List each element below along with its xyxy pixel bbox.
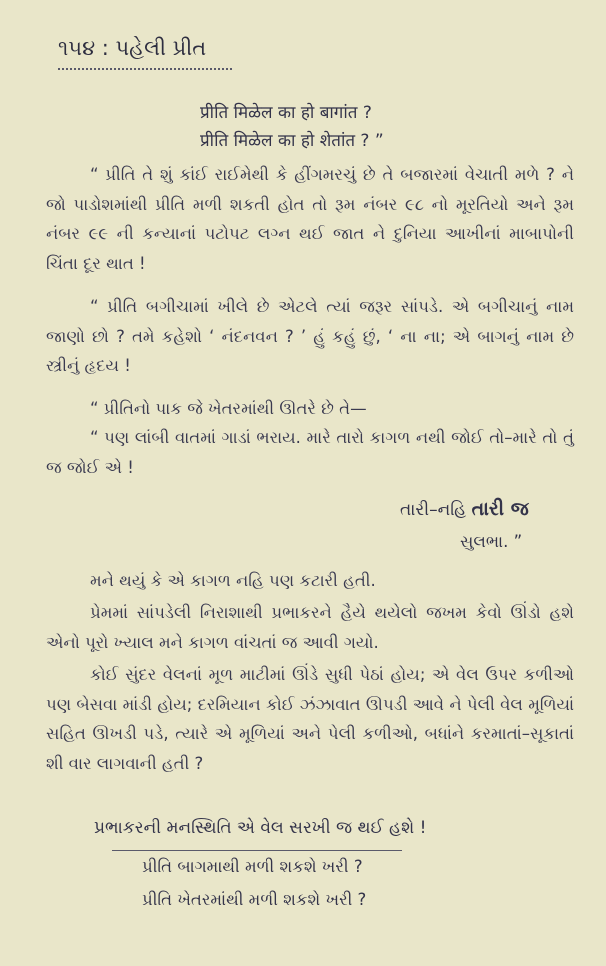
letter-paragraph-4: “ પણ લાંબી વાતમાં ગાડાં ભરાય. મારે તારો કાગળ નથી જોઈ તો–મારે તો તું જ જોઈ એ ! (46, 428, 574, 477)
narration-paragraph-1: મને થયું કે એ કાગળ નહિ પણ કટારી હતી. (90, 571, 376, 590)
closing-rule (112, 850, 402, 851)
signature-name: સુલભા. ” (460, 532, 523, 551)
closing-verse-line-1: પ્રીતિ બાગમાથી મળી શકશે ખરી ? (142, 857, 363, 876)
narration-paragraph-3: કોઈ સુંદર વેલનાં મૂળ માટીમાં ઊંડે સુધી પેઠાં હોય; એ વેલ ઉપર કળીઓ પણ બેસવા માંડી હોય; દરમિયાન કોઈ ઝંઝાવાત ઊપડી આવે ને પેલી વેલ મૂળિયાં સહિત ઊખડી પડે, ત્યારે એ મૂળિયાં અને પેલી કળીઓ, બધાંને કરમાતાં–સૂકાતાં શી વાર લાગવાની હતી ? (46, 665, 574, 773)
letter-paragraph-3: “ પ્રીતિનો પાક જે ખેતરમાંથી ઊતરે છે તે— (90, 399, 367, 418)
signature-bold: તારી જ (471, 498, 529, 520)
chapter-header: ૧૫૪ : પહેલી પ્રીત (58, 36, 207, 60)
closing-verse-line-2: પ્રીતિ ખેતરમાંથી મળી શકશે ખરી ? (142, 890, 367, 909)
narration-paragraph-2: પ્રેમમાં સાંપડેલી નિરાશાથી પ્રભાકરને હૈયે થયેલો જખમ કેવો ઊંડો હશે એનો પૂરો ખ્યાલ મને કાગળ વાંચતાં જ આવી ગયો. (46, 603, 574, 652)
header-dotted-rule (58, 68, 232, 70)
letter-paragraph-2: “ પ્રીતિ બગીચામાં ખીલે છે એટલે ત્યાં જરૂર સાંપડે. એ બગીચાનું નામ જાણો છો ? તમે કહેશો ‘ નંદનવન ? ’ હું કહું છું, ‘ ના ના; એ બાગનું નામ છે સ્ત્રીનું હૃદય ! (46, 297, 574, 375)
letter-signature (400, 498, 529, 520)
closing-line: પ્રભાકરની મનસ્થિતિ એ વેલ સરખી જ થઈ હશે ! (94, 818, 427, 838)
signature-prefix: તારી–નહિ (400, 500, 472, 520)
letter-paragraph-1: “ પ્રીતિ તે શું કાંઈ રાઈમેથી કે હીંગમરચું છે તે બજારમાં વેચાતી મળે ? ને જો પાડોશમાંથી પ્રીતિ મળી શકતી હોત તો રૂમ નંબર ૯૮ નો મૂરતિયો અને રૂમ નંબર ૯૯ ની કન્યાનાં પટોપટ લગ્ન થઈ જાત ને દુનિયા આખીનાં માબાપોની ચિંતા દૂર થાત ! (46, 165, 574, 273)
opening-verse-line-2: प्रीति मिळेल का हो शेतांत ? ” (200, 131, 384, 151)
opening-verse-line-1: प्रीति मिळेल का हो बागांत ? (200, 103, 372, 123)
